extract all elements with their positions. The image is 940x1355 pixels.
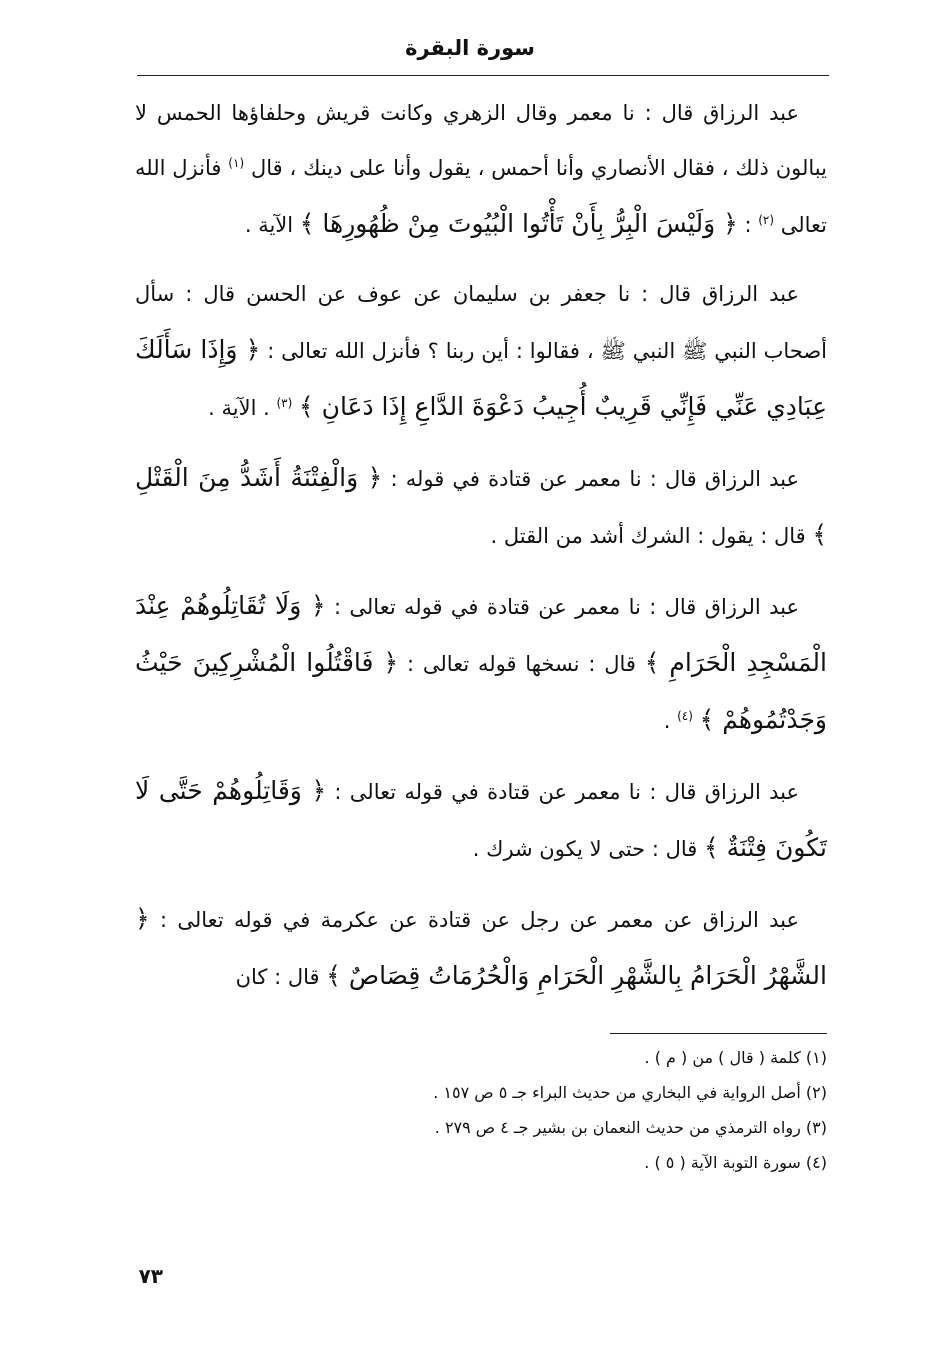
footnote-number: (٢) [805,1083,827,1102]
footnote-number: (٤) [805,1153,827,1172]
paragraph-text: عبد الرزاق عن معمر عن رجل عن قتادة عن عكرمة في قوله تعالى : [159,908,799,932]
header-divider [137,75,829,76]
quran-verse: ﴿ فَاقْتُلُوا الْمُشْرِكِينَ حَيْثُ وَجَدْتُمُوهُمْ ﴾ [135,648,827,734]
page-number: ٧٣ [138,1264,163,1288]
paragraph-text: . الآية . [208,396,270,420]
paragraph-text: عبد الرزاق قال : نا معمر عن قتادة في قوله : [390,467,799,491]
paragraph-6 [135,891,827,1005]
paragraph-text: قال : حتى لا يكون شرك . [472,837,698,861]
footnote-text: رواه الترمذي من حديث النعمان بن بشير جـ ٤ ص ٢٧٩ . [434,1118,801,1137]
footnote-text: كلمة ( قال ) من ( م ) . [644,1048,801,1067]
quran-verse: ﴿ وَلَيْسَ الْبِرُّ بِأَنْ تَأْتُوا الْبُيُوتَ مِنْ ظُهُورِهَا ﴾ [299,209,738,238]
footnote-ref: (٣) [276,396,293,410]
quran-verse: ﴿ وَالْفِتْنَةُ أَشَدُّ مِنَ الْقَتْلِ ﴾ [135,463,827,549]
paragraph-text: : [744,213,752,237]
footnote-ref: (٤) [677,709,693,723]
paragraph-2 [135,267,827,436]
footnote [135,1040,827,1075]
paragraph-text: قال : يقول : الشرك أشد من القتل . [490,524,806,548]
paragraph-text: عبد الرزاق قال : نا معمر عن قتادة في قوله تعالى : [334,780,799,804]
quran-verse: ﴿ وَقَاتِلُوهُمْ حَتَّى لَا تَكُونَ فِتْنَةٌ ﴾ [135,776,827,862]
footnote-text: أصل الرواية في البخاري من حديث البراء جـ ٥ ص ١٥٧ . [433,1083,801,1102]
footnote-ref: (٢) [758,213,775,227]
quran-verse: ﴿ وَلَا تُقَاتِلُوهُمْ عِنْدَ الْمَسْجِدِ الْحَرَامِ ﴾ [135,591,827,677]
footnote [135,1110,827,1145]
paragraph-text: عبد الرزاق قال : نا معمر عن قتادة في قوله تعالى : [333,595,799,619]
footnote-text: سورة التوبة الآية ( ٥ ) . [644,1153,801,1172]
footnote [135,1075,827,1110]
footnotes [135,1040,827,1180]
footnote-ref: (١) [228,156,245,170]
paragraph-text: فأنزل الله تعالى [135,156,827,237]
page-title: سورة البقرة [405,36,535,60]
paragraph-text: قال : نسخها قوله تعالى : [407,652,636,676]
paragraph-text: عبد الرزاق قال : نا جعفر بن سليمان عن عوف عن الحسن قال : سأل أصحاب النبي ﷺ النبي ﷺ ، فقالوا : أين ربنا ؟ فأنزل الله تعالى : [135,282,827,363]
footnote-number: (١) [805,1048,827,1067]
quran-verse: ﴿ وَإِذَا سَأَلَكَ عِبَادِي عَنِّي فَإِنِّي قَرِيبٌ أُجِيبُ دَعْوَةَ الدَّاعِ إِذَا دَعَانِ ﴾ [135,335,827,421]
quran-verse: ﴿ الشَّهْرُ الْحَرَامُ بِالشَّهْرِ الْحَرَامِ وَالْحُرُمَاتُ قِصَاصٌ ﴾ [135,904,827,990]
footnote-divider [610,1033,827,1034]
paragraph-5 [135,763,827,877]
paragraph-1 [135,86,827,253]
paragraph-text: . [663,709,671,733]
paragraph-text: عبد الرزاق قال : نا معمر وقال الزهري وكانت قريش وحلفاؤها الحمس لا يبالون ذلك ، فقال الأنصاري وأنا أحمس ، يقول وأنا على دينك ، قال [135,101,827,180]
paragraph-3 [135,450,827,564]
paragraph-text: الآية . [244,213,294,237]
footnote-number: (٣) [805,1118,827,1137]
paragraph-4 [135,578,827,749]
main-text [135,86,827,1015]
paragraph-text: قال : كان [235,965,320,989]
footnote [135,1145,827,1180]
